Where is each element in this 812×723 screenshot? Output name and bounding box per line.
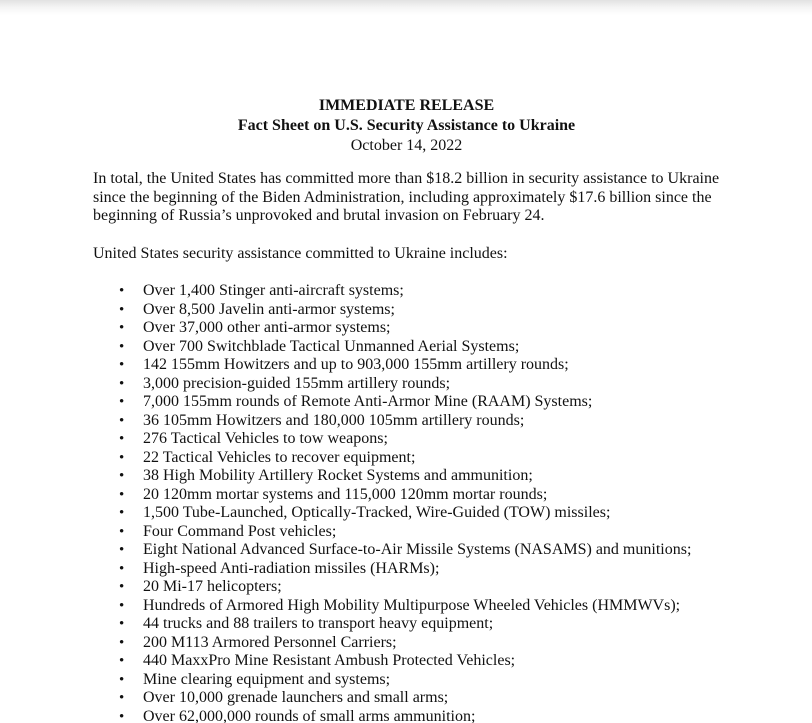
list-item: • 3,000 precision-guided 155mm artillery rounds; — [143, 375, 729, 394]
list-item: • Over 1,400 Stinger anti-aircraft systems; — [143, 282, 729, 301]
document-header — [93, 96, 720, 156]
document-page — [93, 96, 729, 723]
list-item: • 36 105mm Howitzers and 180,000 105mm artillery rounds; — [143, 412, 729, 431]
list-item: • 7,000 155mm rounds of Remote Anti-Armor Mine (RAAM) Systems; — [143, 393, 729, 412]
list-item: • High-speed Anti-radiation missiles (HARMs); — [143, 560, 729, 579]
list-item: • Eight National Advanced Surface-to-Air Missile Systems (NASAMS) and munitions; — [143, 541, 729, 560]
list-item: • 1,500 Tube-Launched, Optically-Tracked, Wire-Guided (TOW) missiles; — [143, 504, 729, 523]
list-item: • 200 M113 Armored Personnel Carriers; — [143, 634, 729, 653]
list-item: • Over 8,500 Javelin anti-armor systems; — [143, 301, 729, 320]
list-item: • 20 Mi-17 helicopters; — [143, 578, 729, 597]
list-item: • Hundreds of Armored High Mobility Multipurpose Wheeled Vehicles (HMMWVs); — [143, 597, 729, 616]
list-item: • Over 62,000,000 rounds of small arms ammunition; — [143, 708, 729, 723]
list-heading: United States security assistance committed to Ukraine includes: — [93, 244, 508, 262]
list-item: • 440 MaxxPro Mine Resistant Ambush Protected Vehicles; — [143, 652, 729, 671]
intro-paragraph: In total, the United States has committed more than $18.2 billion in security assistance to Ukraine since the beginning of the Biden Administration, including approximately $17.6 billion since the beginning of Russia’s unprovoked and brutal invasion on February 24. — [93, 170, 720, 224]
list-item: • Over 700 Switchblade Tactical Unmanned Aerial Systems; — [143, 338, 729, 357]
document-date: October 14, 2022 — [350, 137, 463, 154]
assistance-list — [93, 282, 729, 723]
list-item: • Four Command Post vehicles; — [143, 523, 729, 542]
list-item: • 276 Tactical Vehicles to tow weapons; — [143, 430, 729, 449]
list-item: • 22 Tactical Vehicles to recover equipment; — [143, 449, 729, 468]
list-item: • Over 37,000 other anti-armor systems; — [143, 319, 729, 338]
list-item: • 20 120mm mortar systems and 115,000 120mm mortar rounds; — [143, 486, 729, 505]
viewer-top-shadow — [0, 0, 812, 15]
list-item: • 142 155mm Howitzers and up to 903,000 155mm artillery rounds; — [143, 356, 729, 375]
list-item: • 38 High Mobility Artillery Rocket Systems and ammunition; — [143, 467, 729, 486]
list-item: • Over 10,000 grenade launchers and small arms; — [143, 689, 729, 708]
release-label: IMMEDIATE RELEASE — [318, 97, 495, 114]
list-item: • 44 trucks and 88 trailers to transport heavy equipment; — [143, 615, 729, 634]
list-item: • Mine clearing equipment and systems; — [143, 671, 729, 690]
document-title: Fact Sheet on U.S. Security Assistance to Ukraine — [237, 117, 576, 134]
